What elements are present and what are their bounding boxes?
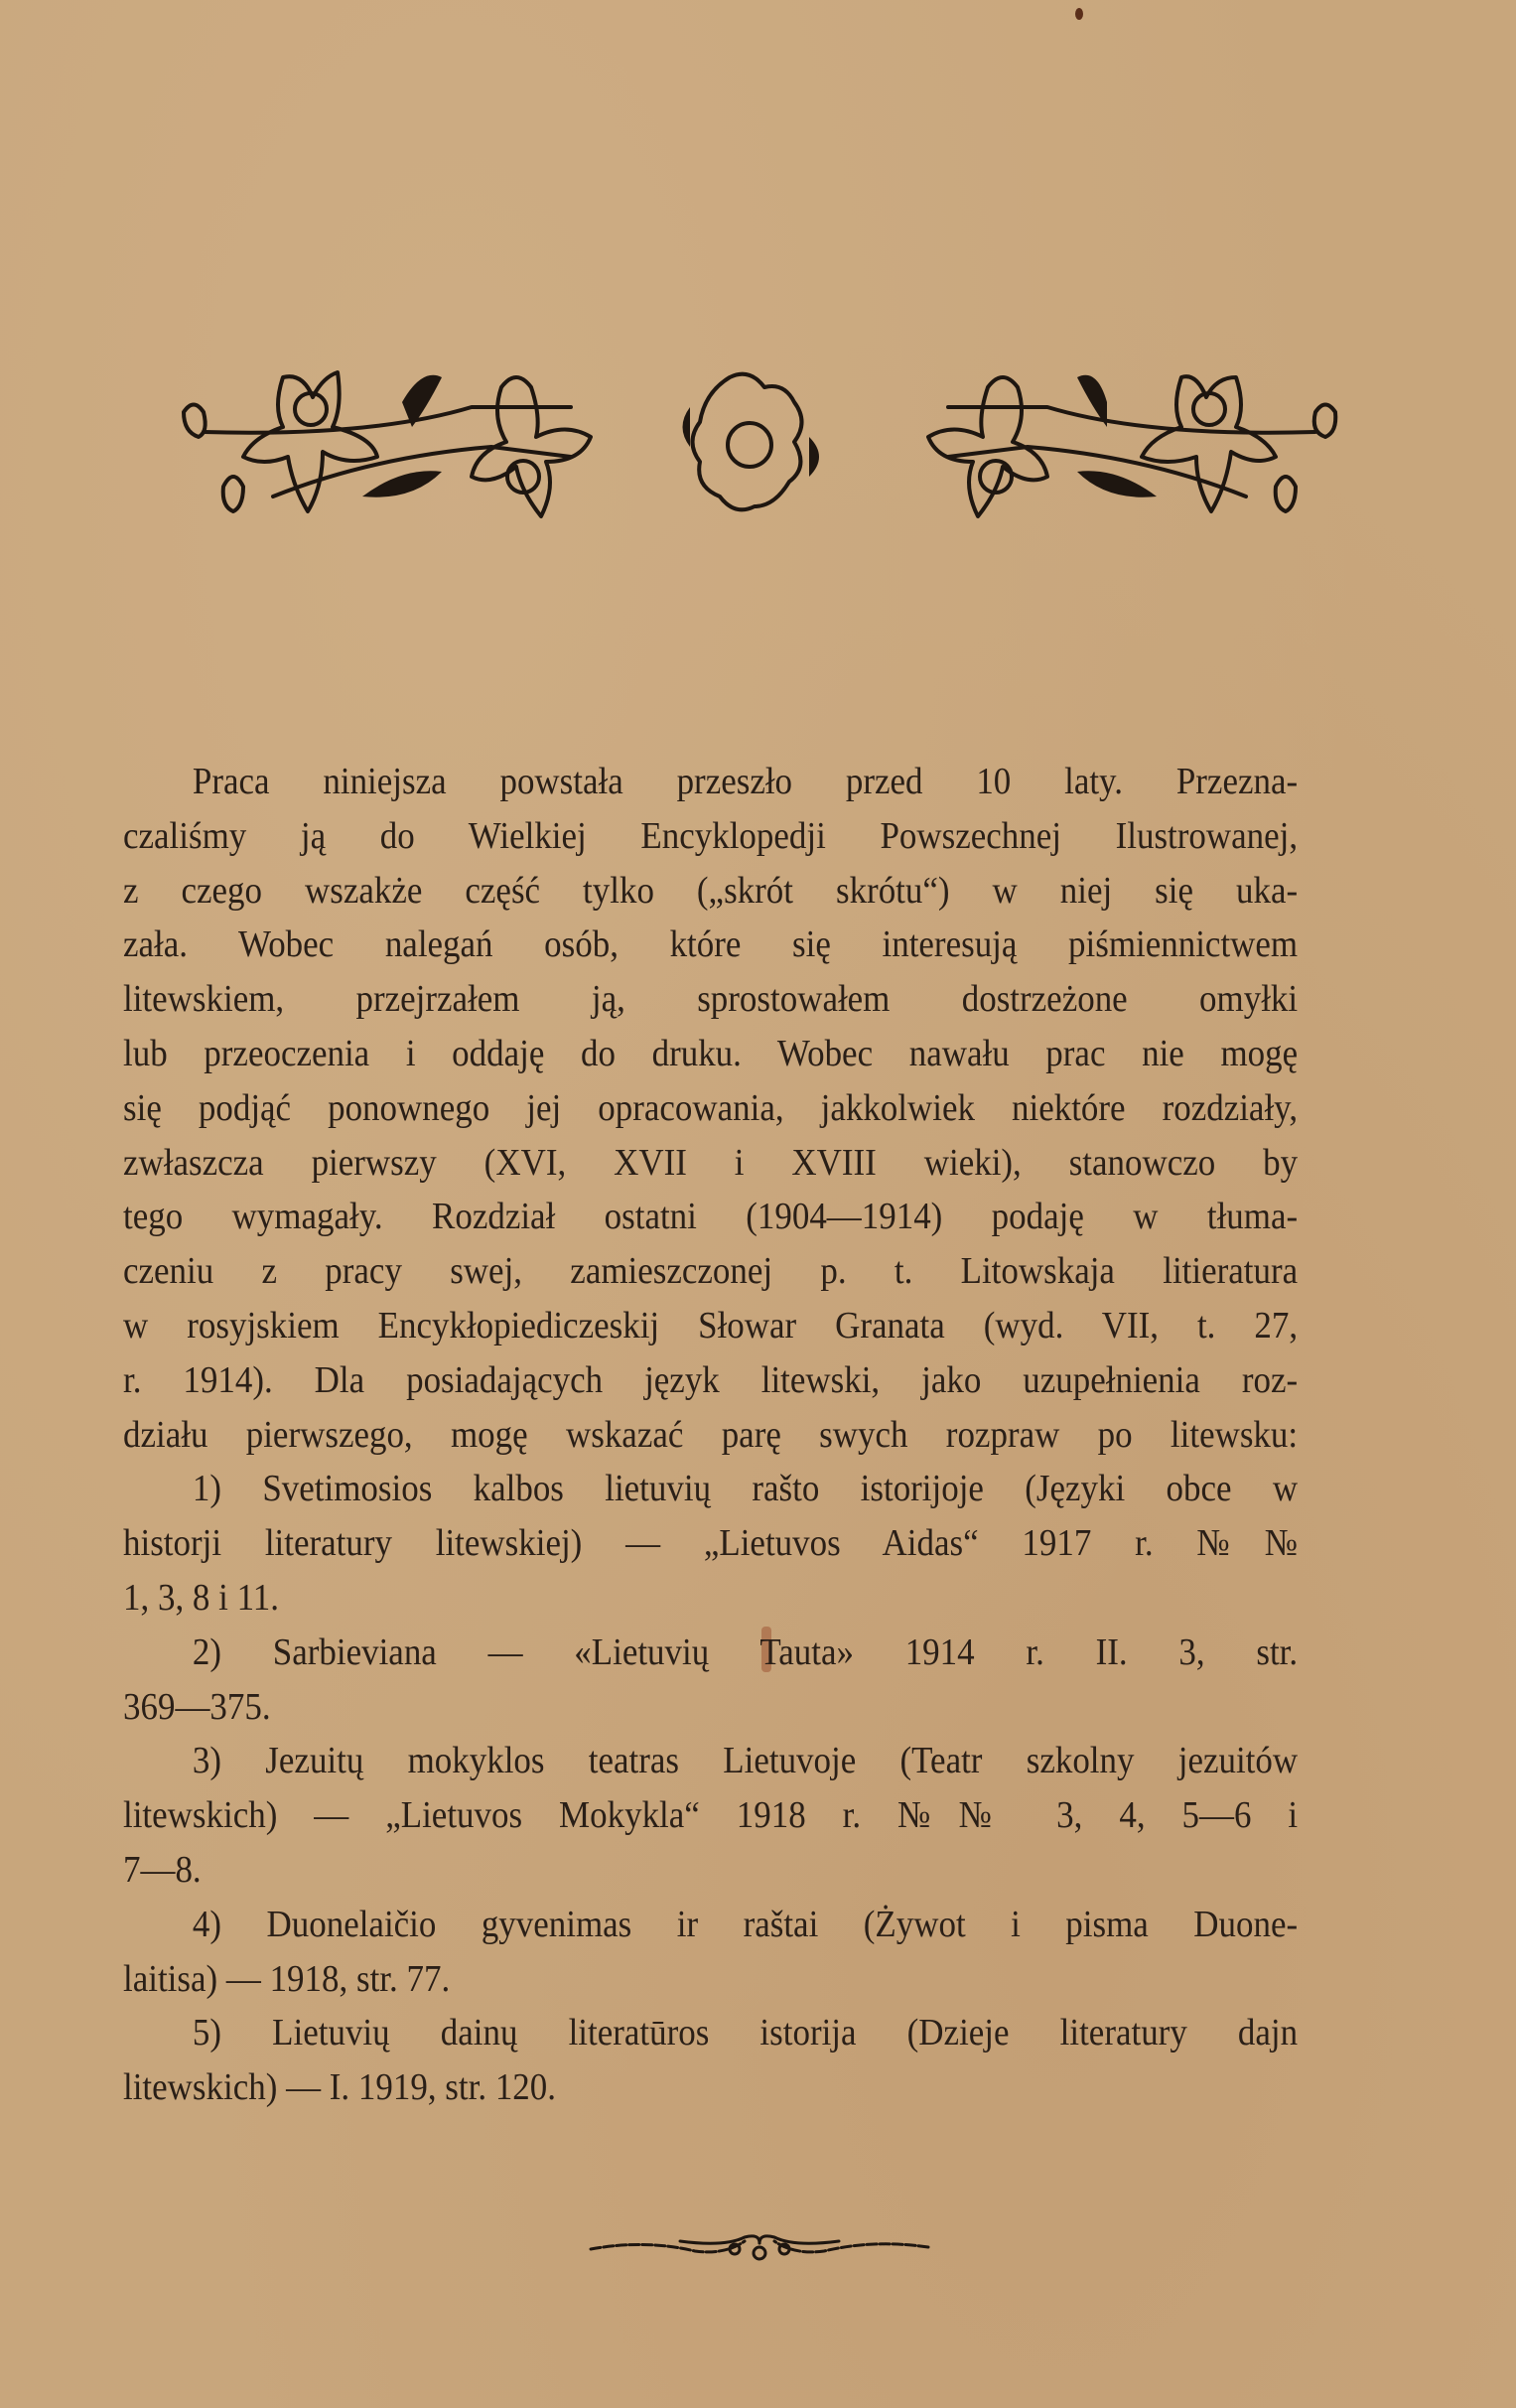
preface-text xyxy=(123,755,1298,2115)
text-line: zała. Wobec nalegań osób, które się interesują piśmiennictwem xyxy=(123,923,1299,966)
text-line: 3) Jezuitų mokyklos teatras Lietuvoje (Teatr szkolny jezuitów xyxy=(192,1740,1299,1782)
bibliography-item-1 xyxy=(123,1462,1298,1625)
ink-speck xyxy=(1075,8,1083,20)
bibliography-item-3 xyxy=(123,1734,1298,1897)
text-line: litewskich) — I. 1919, str. 120. xyxy=(123,2066,556,2109)
text-line: działu pierwszego, mogę wskazać parę swych rozpraw po litewsku: xyxy=(123,1413,1299,1456)
text-line: czeniu z pracy swej, zamieszczonej p. t. Litowskaja litieratura xyxy=(123,1250,1299,1293)
bibliography-item-4 xyxy=(123,1898,1298,2007)
text-line: zwłaszcza pierwszy (XVI, XVII i XVIII wieki), stanowczo by xyxy=(123,1141,1299,1184)
scroll-tailpiece-ornament xyxy=(586,2229,933,2269)
text-line: historji literatury litewskiej) — „Lietuvos Aidas“ 1917 r. №№ xyxy=(123,1522,1299,1565)
text-line: czaliśmy ją do Wielkiej Encyklopedji Powszechnej Ilustrowanej, xyxy=(123,814,1299,857)
text-line: z czego wszakże część tylko („skrót skrótu“) w niej się uka- xyxy=(123,869,1299,912)
text-line: 1, 3, 8 i 11. xyxy=(123,1576,280,1619)
text-line: litewskiem, przejrzałem ją, sprostowałem dostrzeżone omyłki xyxy=(123,978,1299,1021)
text-line: w rosyjskiem Encykłopiediczeskij Słowar Granata (wyd. VII, t. 27, xyxy=(123,1304,1299,1346)
text-line: się podjąć ponownego jej opracowania, jakkolwiek niektóre rozdziały, xyxy=(123,1086,1299,1129)
text-line: lub przeoczenia i oddaję do druku. Wobec nawału prac nie mogę xyxy=(123,1032,1299,1074)
text-line: r. 1914). Dla posiadających język litewski, jako uzupełnienia roz- xyxy=(123,1358,1299,1401)
text-line: litewskich) — „Lietuvos Mokykla“ 1918 r. №№ 3, 4, 5—6 i xyxy=(123,1794,1299,1837)
text-line: Praca niniejsza powstała przeszło przed 10 laty. Przezna- xyxy=(192,761,1299,802)
bibliography-item-5 xyxy=(123,2006,1298,2115)
text-line: 369—375. xyxy=(123,1685,271,1728)
text-line: 5) Lietuvių dainų literatūros istorija (Dzieje literatury dajn xyxy=(192,2012,1299,2054)
text-line: laitisa) — 1918, str. 77. xyxy=(123,1957,451,2000)
intro-paragraph xyxy=(123,755,1298,1462)
text-line: 4) Duonelaičio gyvenimas ir raštai (Żywot i pisma Duone- xyxy=(192,1903,1299,1945)
text-line: 2) Sarbieviana — «Lietuvių Tauta» 1914 r. II. 3, str. xyxy=(192,1630,1299,1673)
bibliography-item-2 xyxy=(123,1626,1298,1735)
text-line: 1) Svetimosios kalbos lietuvių rašto istorijoje (Języki obce w xyxy=(192,1468,1299,1510)
text-line: 7—8. xyxy=(123,1848,202,1891)
text-line: tego wymagały. Rozdział ostatni (1904—1914) podaję w tłuma- xyxy=(123,1196,1299,1238)
floral-headpiece-ornament xyxy=(174,348,1345,526)
